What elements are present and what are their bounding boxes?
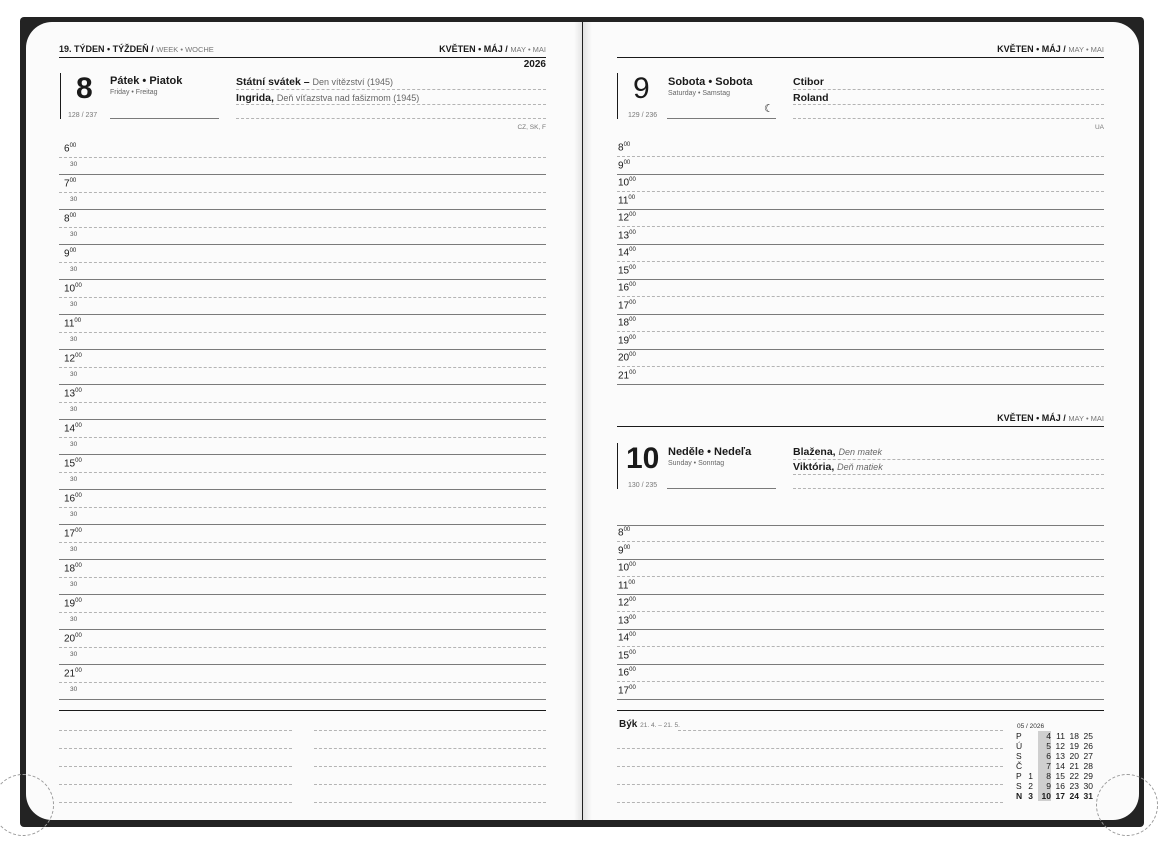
hour-rule [59,542,546,543]
hour-label: $13^{00}$ [64,388,82,400]
half-hour-rule [59,209,546,210]
half-hour-label: 30 [70,196,78,203]
calendar-date: 30 [1083,781,1093,791]
day-name: Sobota • Sobota [668,76,753,88]
calendar-date: 22 [1069,771,1079,781]
half-hour-label: 30 [70,266,78,273]
event-rule [793,474,1104,475]
event-rule [793,459,1104,460]
day-number: 10 [626,442,660,475]
hour-label: $17^{00}$ [64,528,82,540]
note-line [59,766,292,767]
hour-rule [617,366,1104,367]
hour-rule [617,525,1104,526]
hour-rule [617,226,1104,227]
half-hour-rule [59,174,546,175]
hour-rule [59,647,546,648]
half-hour-label: 30 [70,161,78,168]
calendar-date: 2 [1028,781,1033,791]
hour-label: $11^{00}$ [618,579,636,591]
note-line [314,784,546,785]
calendar-date: 13 [1055,751,1065,761]
half-hour-label: 30 [70,686,78,693]
hour-rule [617,664,1104,665]
zodiac-label: Býk 21. 4. – 21. 5. [619,719,680,730]
calendar-date: 15 [1055,771,1065,781]
day-underline [110,118,219,119]
event-rule [236,118,546,119]
header-rule-left [59,57,546,58]
half-hour-label: 30 [70,651,78,658]
calendar-date: 29 [1083,771,1093,781]
calendar-weekday: P [1016,771,1022,781]
hour-label: $15^{00}$ [64,458,82,470]
calendar-date: 1 [1028,771,1033,781]
note-line [617,766,1003,767]
event-rule [236,89,546,90]
note-line [617,784,1003,785]
hour-rule [617,559,1104,560]
half-hour-label: 30 [70,581,78,588]
hour-rule [59,472,546,473]
hour-label: $7^{00}$ [64,178,77,190]
notes-rule-right [617,710,1104,711]
day-number: 8 [76,72,93,105]
calendar-date: 4 [1046,731,1051,741]
hour-label: $12^{00}$ [618,212,636,224]
hour-rule [617,646,1104,647]
hour-rule [59,402,546,403]
calendar-date: 24 [1069,791,1079,801]
half-hour-rule [59,524,546,525]
half-hour-label: 30 [70,441,78,448]
calendar-weekday: N [1016,791,1023,801]
day-accent-bar [617,443,618,489]
hour-label: $20^{00}$ [618,352,636,364]
hour-label: $18^{00}$ [64,563,82,575]
calendar-date: 10 [1041,791,1051,801]
hour-label: $19^{00}$ [64,598,82,610]
hour-rule [617,156,1104,157]
calendar-weekday: S [1016,781,1022,791]
event-rule [793,118,1104,119]
calendar-weekday: Ú [1016,741,1023,751]
hour-label: $8^{00}$ [64,213,77,225]
calendar-date: 19 [1069,741,1079,751]
hour-label: $20^{00}$ [64,633,82,645]
day-underline [667,118,776,119]
day-underline [667,488,776,489]
hour-label: $11^{00}$ [618,194,636,206]
hour-label: $21^{00}$ [64,668,82,680]
country-codes: UA [1094,124,1104,131]
hour-rule [617,261,1104,262]
hour-label: $14^{00}$ [618,632,636,644]
nameday-1: Blažena, Den matek [793,446,883,458]
hour-rule [617,384,1104,385]
calendar-date: 27 [1083,751,1093,761]
day-of-year: 130 / 235 [628,482,658,489]
hour-rule [617,576,1104,577]
half-hour-label: 30 [70,511,78,518]
half-hour-rule [59,314,546,315]
half-hour-rule [59,279,546,280]
note-line [59,730,292,731]
half-hour-label: 30 [70,371,78,378]
hour-label: $13^{00}$ [618,229,636,241]
calendar-date: 25 [1083,731,1093,741]
hour-label: $17^{00}$ [618,299,636,311]
note-line [617,802,1003,803]
month-label: KVĚTEN • MÁJ / [439,44,508,54]
calendar-date: 26 [1083,741,1093,751]
hour-label: $15^{00}$ [618,649,636,661]
half-hour-rule [59,594,546,595]
corner-mark-right [1096,774,1158,836]
hour-label: $16^{00}$ [618,282,636,294]
hour-rule [617,594,1104,595]
calendar-weekday: Č [1016,761,1023,771]
note-line [314,730,546,731]
half-hour-rule [59,419,546,420]
hour-label: $13^{00}$ [618,614,636,626]
half-hour-rule [59,244,546,245]
note-line [678,730,1003,731]
half-hour-label: 30 [70,336,78,343]
half-hour-rule [59,384,546,385]
hour-label: $19^{00}$ [618,334,636,346]
hour-label: $15^{00}$ [618,264,636,276]
hour-label: $10^{00}$ [618,177,636,189]
note-line [617,748,1003,749]
hour-rule [617,209,1104,210]
hour-rule [617,314,1104,315]
hour-rule [617,174,1104,175]
hour-rule [617,699,1104,700]
month-header-left [439,44,546,54]
calendar-date: 18 [1069,731,1079,741]
calendar-weekday: S [1016,751,1022,761]
half-hour-rule [59,629,546,630]
calendar-date: 11 [1056,731,1065,741]
half-hour-rule [59,664,546,665]
hour-rule [59,367,546,368]
half-hour-rule [59,699,546,700]
hour-label: $9^{00}$ [618,159,631,171]
hour-label: $18^{00}$ [618,317,636,329]
nameday-line: Ingrida, Deň víťazstva nad fašizmom (1945) [236,92,420,104]
hour-rule [617,349,1104,350]
header-rule-sun [617,426,1104,427]
hour-rule [617,279,1104,280]
week-header [59,44,214,54]
hour-rule [617,541,1104,542]
calendar-date: 12 [1055,741,1065,751]
hour-label: $16^{00}$ [64,493,82,505]
hour-label: $9^{00}$ [618,544,631,556]
hour-rule [617,244,1104,245]
calendar-date: 6 [1046,751,1051,761]
hour-rule [617,629,1104,630]
moon-phase-icon: ☾ [764,103,774,115]
half-hour-rule [59,349,546,350]
event-rule [793,104,1104,105]
calendar-date: 3 [1028,791,1033,801]
half-hour-rule [59,454,546,455]
event-rule [236,104,546,105]
hour-rule [59,612,546,613]
country-codes: CZ, SK, F [517,124,546,131]
month-header-sun: KVĚTEN • MÁJ / MAY • MAI [997,413,1104,423]
day-name: Pátek • Piatok [110,75,183,87]
note-line [59,784,292,785]
hour-rule [59,577,546,578]
half-hour-label: 30 [70,231,78,238]
spine-shadow [574,22,592,820]
note-line [314,802,546,803]
calendar-date: 16 [1055,781,1065,791]
half-hour-label: 30 [70,301,78,308]
hour-label: $12^{00}$ [618,597,636,609]
day-name: Neděle • Nedeľa [668,446,752,458]
hour-rule [617,611,1104,612]
note-line [314,748,546,749]
calendar-weekday: P [1016,731,1022,741]
calendar-date: 20 [1069,751,1079,761]
calendar-date: 21 [1069,761,1079,771]
half-hour-rule [59,559,546,560]
nameday-2: Viktória, Deň matiek [793,461,883,473]
calendar-date: 5 [1046,741,1051,751]
hour-label: $8^{00}$ [618,142,631,154]
day-name-sub: Sunday • Sonntag [668,460,725,467]
hour-rule [617,191,1104,192]
half-hour-label: 30 [70,476,78,483]
event-rule [793,488,1104,489]
hour-rule [59,297,546,298]
hour-rule [617,296,1104,297]
hour-rule [59,332,546,333]
hour-rule [59,682,546,683]
hour-rule [59,507,546,508]
day-name-sub: Friday • Freitag [110,89,158,96]
calendar-date: 9 [1046,781,1051,791]
calendar-date: 8 [1046,771,1051,781]
mini-calendar-title: 05 / 2026 [1017,723,1045,730]
half-hour-rule [59,489,546,490]
day-number: 9 [633,72,650,105]
hour-rule [59,157,546,158]
hour-rule [617,681,1104,682]
calendar-date: 31 [1083,791,1093,801]
event-rule [793,89,1104,90]
calendar-date: 28 [1083,761,1093,771]
day-accent-bar [617,73,618,119]
header-rule-sat [617,57,1104,58]
hour-rule [59,262,546,263]
note-line [59,802,292,803]
note-line [314,766,546,767]
hour-label: $21^{00}$ [618,369,636,381]
half-hour-label: 30 [70,546,78,553]
hour-rule [59,227,546,228]
hour-rule [59,437,546,438]
day-of-year: 128 / 237 [68,112,98,119]
calendar-date: 23 [1069,781,1079,791]
week-sub: WEEK • WOCHE [156,45,214,54]
left-page [26,22,582,820]
hour-label: $17^{00}$ [618,684,636,696]
day-accent-bar [60,73,61,119]
calendar-date: 7 [1046,761,1051,771]
hour-label: $10^{00}$ [64,283,82,295]
day-of-year: 129 / 236 [628,112,658,119]
hour-label: $9^{00}$ [64,248,77,260]
year-label: 2026 [523,59,546,70]
hour-label: $14^{00}$ [618,247,636,259]
holiday-line: Státní svátek – Den vítězství (1945) [236,76,394,88]
hour-rule [617,331,1104,332]
day-name-sub: Saturday • Samstag [668,90,730,97]
hour-label: $8^{00}$ [618,527,631,539]
hour-label: $14^{00}$ [64,423,82,435]
hour-rule [59,192,546,193]
hour-label: $16^{00}$ [618,667,636,679]
hour-label: $10^{00}$ [618,562,636,574]
hour-label: $12^{00}$ [64,353,82,365]
half-hour-label: 30 [70,406,78,413]
nameday-2: Roland [793,92,829,104]
month-sub: MAY • MAI [510,45,546,54]
nameday-1: Ctibor [793,76,824,88]
notes-rule-left [59,710,546,711]
calendar-date: 14 [1055,761,1065,771]
month-header-sat: KVĚTEN • MÁJ / MAY • MAI [997,44,1104,54]
hour-label: $11^{00}$ [64,318,82,330]
calendar-date: 17 [1055,791,1065,801]
week-label: 19. TÝDEN • TÝŽDEŇ / [59,44,154,54]
note-line [59,748,292,749]
half-hour-label: 30 [70,616,78,623]
hour-label: $6^{00}$ [64,143,77,155]
